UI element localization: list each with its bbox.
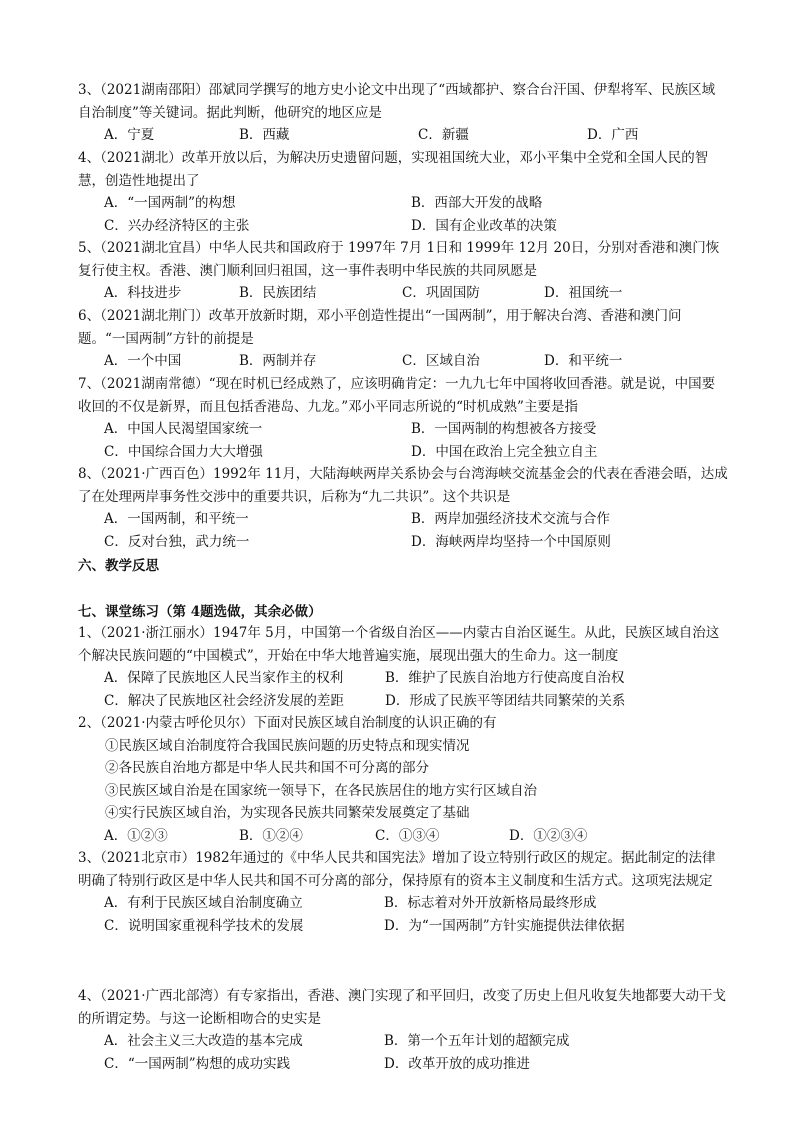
options-row	[78, 441, 728, 464]
option-d[interactable]: D．改革开放的成功推进	[384, 1055, 530, 1072]
option-b[interactable]: B．第一个五年计划的超额完成	[384, 1033, 570, 1049]
options-row	[78, 350, 728, 373]
question-stem: 5、（2021湖北宜昌）中华人民共和国政府于 1997年 7月 1日和 1999年 12月 20日，分别对香港和澳门恢复行使主权。香港、澳门顺利回归祖国，这一事件表明中华民族的共同夙愿是	[78, 240, 720, 279]
statement-2: ②各民族自治地方都是中华人民共和国不可分离的部分	[105, 760, 429, 776]
option-d[interactable]: D．中国在政治上完全独立自主	[411, 443, 598, 460]
option-c[interactable]: C．区域自治	[402, 353, 480, 369]
option-d[interactable]: D．祖国统一	[544, 285, 623, 301]
options-row	[78, 892, 728, 915]
option-b[interactable]: B．西部大开发的战略	[411, 195, 543, 211]
option-a[interactable]: A．“一国两制”的构想	[104, 195, 236, 211]
question-3	[78, 79, 728, 147]
option-c[interactable]: C．中国综合国力大大增强	[104, 443, 263, 460]
option-a[interactable]: A．中国人民渴望国家统一	[104, 421, 263, 437]
question-stem: 7、（2021湖南常德）“现在时机已经成熟了，应该明确肯定：一九九七年中国将收回香港。就是说，中国要收回的不仅是新界，而且包括香港岛、九龙。”邓小平同志所说的“时机成熟”主要是指	[78, 376, 716, 415]
option-c[interactable]: C．①③④	[375, 827, 440, 844]
question-stem: 3、（2021湖南邵阳）邵斌同学撰写的地方史小论文中出现了“西域都护、察合台汗国、伊犁将军、民族区域自治制度”等关键词。据此判断，他研究的地区应是	[78, 82, 716, 121]
option-a[interactable]: A．一个中国	[104, 353, 182, 369]
option-d[interactable]: D．为“一国两制”方针实施提供法律依据	[384, 917, 625, 934]
question-6	[78, 305, 728, 373]
options-row	[78, 418, 728, 441]
exercise-2	[78, 712, 728, 847]
option-d[interactable]: D．形成了民族平等团结共同繁荣的关系	[385, 692, 626, 709]
option-d[interactable]: D．国有企业改革的决策	[411, 217, 557, 234]
option-b[interactable]: B．维护了民族自治地方行使高度自治权	[385, 670, 625, 686]
option-a[interactable]: A．一国两制，和平统一	[104, 511, 249, 527]
question-7	[78, 373, 728, 463]
question-stem: 4、（2021·广西北部湾）有专家指出，香港、澳门实现了和平回归，改变了历史上但凡收复失地都要大动干戈的所谓定势。与这一论断相吻合的史实是	[78, 988, 726, 1027]
options-row	[78, 690, 728, 713]
option-b[interactable]: B．①②④	[239, 827, 303, 844]
option-a[interactable]: A．保障了民族地区人民当家作主的权利	[104, 670, 344, 686]
statement-3: ③民族区域自治是在国家统一领导下，在各民族居住的地方实行区域自治	[105, 782, 537, 799]
options-row	[78, 667, 728, 690]
question-stem: 6、（2021湖北荆门）改革开放新时期，邓小平创造性提出“一国两制”，用于解决台湾、香港和澳门问题。“一国两制”方针的前提是	[78, 308, 682, 347]
question-5	[78, 237, 728, 305]
option-b[interactable]: B．西藏	[239, 127, 290, 143]
question-stem: 8、（2021·广西百色）1992年 11月，大陆海峡两岸关系协会与台湾海峡交流基金会的代表在香港会晤，达成了在处理两岸事务性交涉中的重要共识，后称为“九二共识”。这个共识是	[78, 466, 728, 505]
option-b[interactable]: B．两制并存	[239, 353, 317, 369]
question-stem: 3、（2021北京市）1982年通过的《中华人民共和国宪法》增加了设立特别行政区的规定。据此制定的法律明确了特别行政区是中华人民共和国不可分离的部分，保持原有的资本主义制度和生活方式。这项宪法规定	[78, 850, 716, 889]
option-c[interactable]: C．反对台独，武力统一	[104, 533, 250, 550]
options-row	[78, 282, 728, 305]
question-8	[78, 463, 728, 553]
option-b[interactable]: B．两岸加强经济技术交流与合作	[411, 511, 610, 527]
section-heading-exercises: 七、课堂练习（第 4题选做，其余必做）	[78, 604, 322, 620]
options-row	[78, 915, 728, 938]
option-c[interactable]: C．说明国家重视科学技术的发展	[104, 917, 304, 934]
options-row	[78, 1053, 728, 1076]
option-c[interactable]: C．解决了民族地区社会经济发展的差距	[104, 692, 344, 709]
option-a[interactable]: A．社会主义三大改造的基本完成	[104, 1033, 303, 1049]
statement-1: ①民族区域自治制度符合我国民族问题的历史特点和现实情况	[105, 737, 470, 754]
option-d[interactable]: D．①②③④	[509, 827, 588, 844]
option-a[interactable]: A．有利于民族区域自治制度确立	[104, 895, 303, 911]
options-row	[78, 215, 728, 238]
options-row	[78, 124, 728, 147]
options-row	[78, 531, 728, 554]
option-b[interactable]: B．标志着对外开放新格局最终形成	[384, 895, 597, 911]
option-b[interactable]: B．民族团结	[239, 285, 317, 301]
option-d[interactable]: D．海峡两岸均坚持一个中国原则	[411, 533, 611, 550]
options-row	[78, 825, 728, 848]
option-d[interactable]: D．广西	[587, 127, 639, 143]
option-c[interactable]: C．新疆	[418, 127, 469, 143]
question-stem: 1、（2021·浙江丽水）1947年 5月，中国第一个省级自治区——内蒙古自治区诞生。从此，民族区域自治这个解决民族问题的“中国模式”，开始在中华大地普遍实施，展现出强大的生命力。这一制度	[78, 625, 720, 664]
options-row	[78, 192, 728, 215]
option-a[interactable]: A．宁夏	[104, 127, 155, 143]
exercise-1	[78, 622, 728, 712]
question-stem: 4、（2021湖北）改革开放以后，为解决历史遗留问题，实现祖国统大业，邓小平集中全党和全国人民的智慧，创造性地提出了	[78, 150, 709, 189]
option-a[interactable]: A．①②③	[104, 827, 168, 844]
options-row	[78, 1030, 728, 1053]
question-stem: 2、（2021·内蒙古呼伦贝尔）下面对民族区域自治制度的认识正确的有	[78, 715, 497, 731]
option-a[interactable]: A．科技进步	[104, 285, 182, 301]
option-b[interactable]: B．一国两制的构想被各方接受	[411, 421, 597, 437]
option-d[interactable]: D．和平统一	[544, 353, 623, 369]
question-4	[78, 147, 728, 237]
section-heading-reflection: 六、教学反思	[78, 558, 159, 574]
exercise-3	[78, 847, 728, 937]
exercise-4	[78, 985, 728, 1075]
statement-4: ④实行民族区域自治，为实现各民族共同繁荣发展奠定了基础	[105, 805, 470, 821]
option-c[interactable]: C．“一国两制”构想的成功实践	[104, 1055, 291, 1072]
option-c[interactable]: C．巩固国防	[402, 285, 480, 301]
options-row	[78, 508, 728, 531]
option-c[interactable]: C．兴办经济特区的主张	[104, 217, 250, 234]
